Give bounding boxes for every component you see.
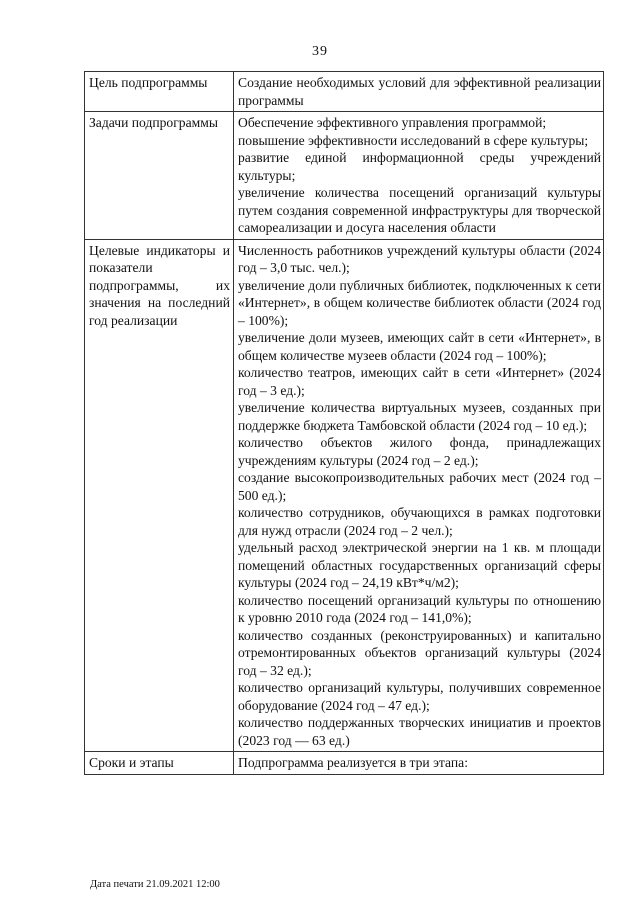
indicator-item: создание высокопроизводительных рабочих мест (2024 год – 500 ед.); [238,470,601,503]
goal-text: Создание необходимых условий для эффективной реализации программы [238,75,601,108]
page-number: 39 [312,44,328,59]
row-value-timeline [234,752,604,775]
row-value-indicators [234,239,604,752]
task-item: развитие единой информационной среды учреждений культуры; [238,150,601,183]
print-date-footer: Дата печати 21.09.2021 12:00 [90,879,220,890]
indicator-item: количество созданных (реконструированных) и капитально отремонтированных объектов организаций культуры (2024 год – 32 ед.); [238,627,601,678]
table-row-timeline [85,752,604,775]
indicator-item: Численность работников учреждений культуры области (2024 год – 3,0 тыс. чел.); [238,242,601,275]
row-label-goal: Цель подпрограммы [85,72,234,112]
indicator-item: количество посещений организаций культуры по отношению к уровню 2010 года (2024 год – 141,0%); [238,592,601,625]
table-row-goal [85,72,604,112]
indicator-item: удельный расход электрической энергии на 1 кв. м площади помещений областных государственных организаций сферы культуры (2024 год – 24,19 кВт*ч/м2); [238,540,601,590]
indicator-item: количество организаций культуры, получивших современное оборудование (2024 год – 47 ед.); [238,680,601,713]
task-item: увеличение количества посещений организаций культуры путем создания современной инфраструктуры для творческой самореализации и досуга населения области [238,185,601,235]
row-value-goal [234,72,604,112]
subprogram-passport-table [84,71,604,775]
indicator-item: увеличение доли музеев, имеющих сайт в сети «Интернет», в общем количестве музеев области (2024 год – 100%); [238,330,601,363]
indicator-item: количество сотрудников, обучающихся в рамках подготовки для нужд отрасли (2024 год – 2 чел.); [238,505,601,538]
indicator-item: увеличение доли публичных библиотек, подключенных к сети «Интернет», в общем количестве библиотек области (2024 год – 100%); [238,277,601,328]
task-item: повышение эффективности исследований в сфере культуры; [238,132,589,148]
row-label-tasks: Задачи подпрограммы [85,112,234,240]
indicator-item: количество театров, имеющих сайт в сети «Интернет» (2024 год – 3 ед.); [238,365,601,398]
row-value-tasks [234,112,604,240]
task-item: Обеспечение эффективного управления программой; [238,115,547,130]
indicator-item: увеличение количества виртуальных музеев, созданных при поддержке бюджета Тамбовской области (2024 год – 10 ед.); [238,400,601,433]
table-row-indicators [85,239,604,752]
indicator-item: количество объектов жилого фонда, принадлежащих учреждениям культуры (2024 год – 2 ед.); [238,435,601,468]
table-row-tasks [85,112,604,240]
indicator-item: количество поддержанных творческих инициатив и проектов (2023 год — 63 ед.) [238,715,601,748]
row-label-indicators: Целевые индикаторы и показатели подпрограммы, их значения на последний год реализации [85,239,234,752]
timeline-text: Подпрограмма реализуется в три этапа: [238,755,468,770]
row-label-timeline: Сроки и этапы [85,752,234,775]
